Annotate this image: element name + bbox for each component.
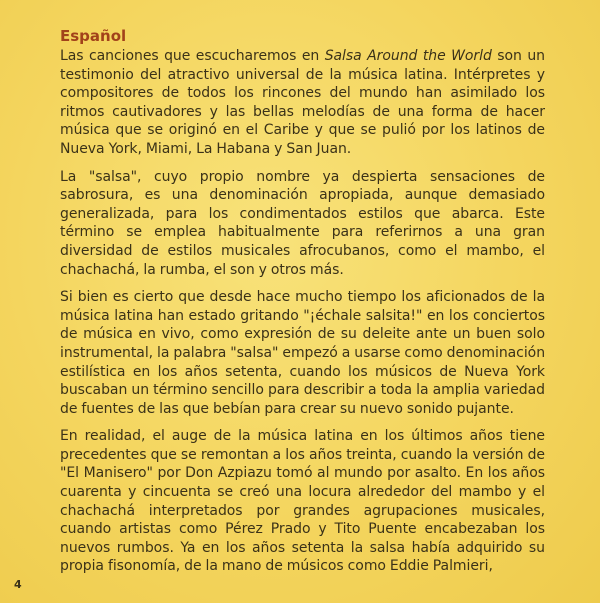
text-column <box>60 26 545 585</box>
album-title: Salsa Around the World <box>324 48 492 64</box>
paragraph-4: En realidad, el auge de la música latina en los últimos años tiene precedentes que se remontan a los años treinta, cuando la versión de "El Manisero" por Don Azpiazu tomó al mundo por asalto. En los años cuarenta y cincuenta se creó una locura alrededor del mambo y el chachachá interpretados por grandes agrupaciones musicales, cuando artistas como Pérez Prado y Tito Puente encabezaban los nuevos rumbos. Ya en los años setenta la salsa había adquirido su propia fisonomía, de la mano de músicos como Eddie Palmieri, <box>60 428 545 575</box>
paragraph-1-start: Las canciones que escucharemos en <box>60 48 325 64</box>
page-number: 4 <box>14 578 22 591</box>
paragraph-1-end: son un testimonio del atractivo universal de la música latina. Intérpretes y compositores de todos los rincones del mundo han asimilado los ritmos cautivadores y las bellas melodías de una forma de hacer música que se originó en el Caribe y que se pulió por los latinos de Nueva York, Miami, La Habana y San Juan. <box>60 48 545 157</box>
paragraph-1 <box>60 47 545 159</box>
paragraph-3: Si bien es cierto que desde hace mucho tiempo los aficionados de la música latina han estado gritando "¡échale salsita!" en los conciertos de música en vivo, como expresión de su deleite ante un buen solo instrumental, la palabra "salsa" empezó a usarse como denominación estilística en los años setenta, cuando los músicos de Nueva York buscaban un término sencillo para describir a toda la amplia variedad de fuentes de las que bebían para crear su nuevo sonido pujante. <box>60 289 546 417</box>
section-heading: Español <box>60 27 127 45</box>
paragraph-2: La "salsa", cuyo propio nombre ya despierta sensaciones de sabrosura, es una denominación apropiada, aunque demasiado generalizada, para los condimentados estilos que abarca. Este término se emplea habitualmente para referirnos a una gran diversidad de estilos musicales afrocubanos, como el mambo, el chachachá, la rumba, el son y otros más. <box>60 168 545 278</box>
